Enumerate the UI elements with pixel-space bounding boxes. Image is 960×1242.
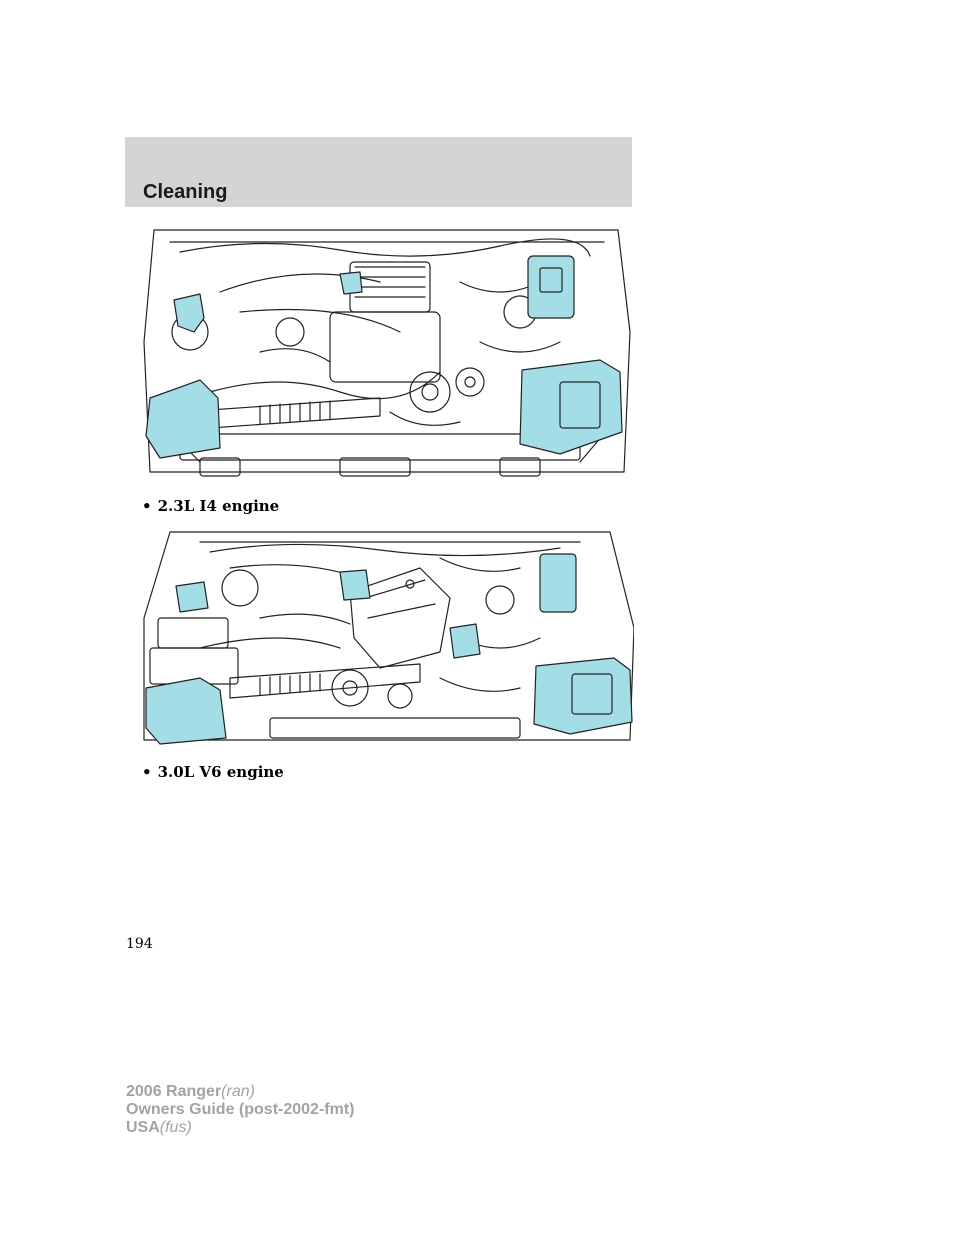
caption-text: 2.3L I4 engine	[157, 497, 280, 515]
engine-diagram-v6	[140, 528, 634, 748]
footer-market-code: (fus)	[159, 1119, 192, 1136]
footer-line-guide	[126, 1101, 354, 1119]
section-title: Cleaning	[143, 181, 228, 203]
footer-line-model	[126, 1083, 354, 1101]
footer-model-code: (ran)	[221, 1083, 255, 1100]
figure-caption-v6	[142, 763, 284, 781]
footer-model: 2006 Ranger	[126, 1083, 222, 1100]
engine-diagram-i4	[140, 222, 634, 484]
footer-guide: Owners Guide (post-2002-fmt)	[126, 1101, 355, 1118]
bullet-marker: •	[142, 763, 152, 781]
section-header-band	[125, 137, 632, 207]
document-footer	[126, 1083, 354, 1137]
page-number: 194	[126, 936, 153, 952]
figure-caption-i4	[142, 497, 279, 515]
caption-text: 3.0L V6 engine	[157, 763, 284, 781]
footer-market: USA	[126, 1119, 160, 1136]
footer-line-market	[126, 1119, 354, 1137]
bullet-marker: •	[142, 497, 152, 515]
